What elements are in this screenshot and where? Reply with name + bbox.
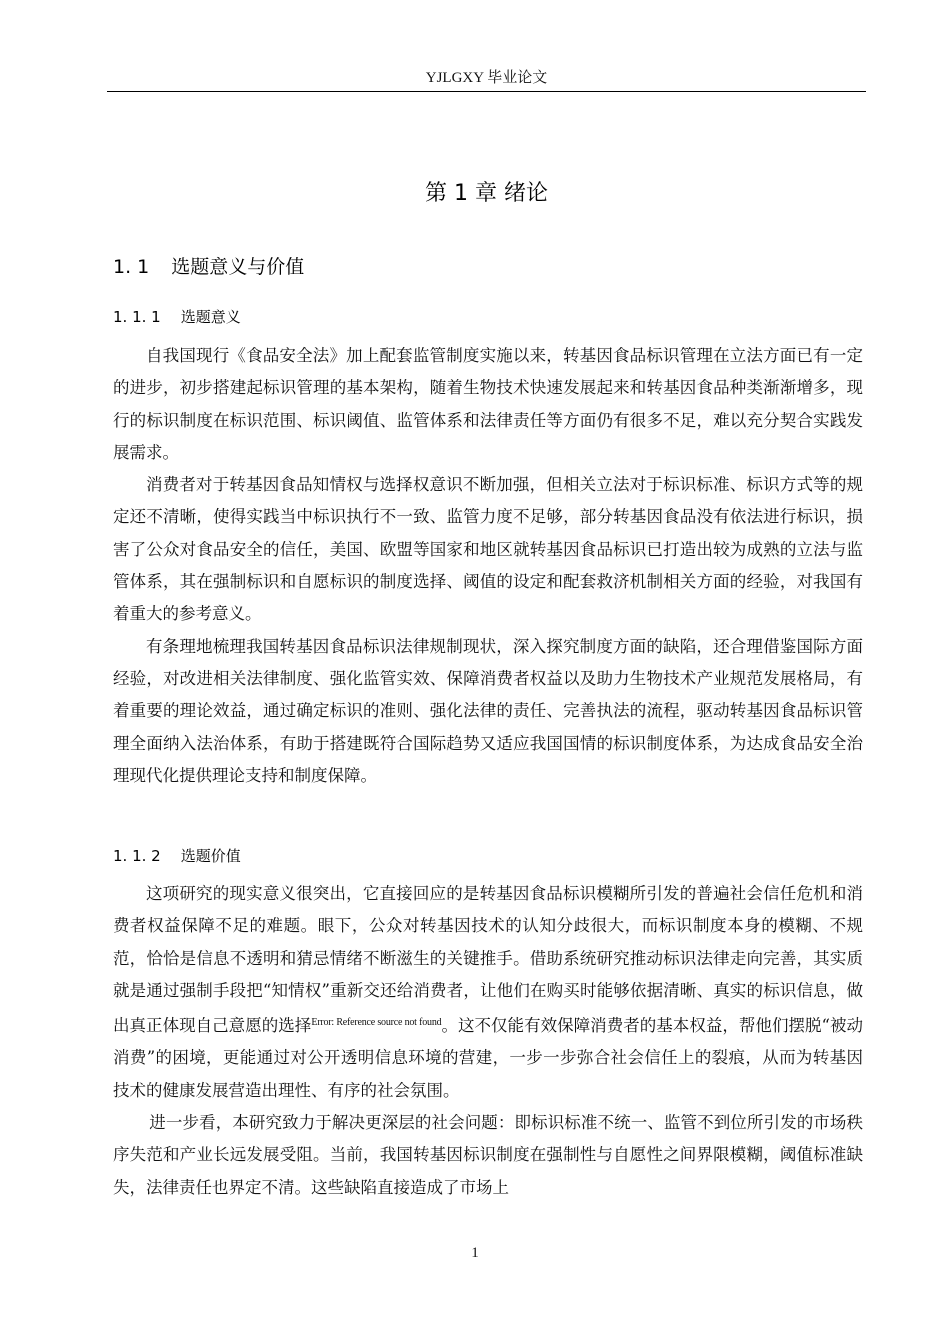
- paragraph: 有条理地梳理我国转基因食品标识法律规制现状，深入探究制度方面的缺陷，还合理借鉴国际方面经验，对改进相关法律制度、强化监管实效、保障消费者权益以及助力生物技术产业规范发展格局，有着重要的理论效益，通过确定标识的准则、强化法律的责任、完善执法的流程，驱动转基因食品标识管理全面纳入法治体系，有助于搭建既符合国际趋势又适应我国国情的标识制度体系，为达成食品安全治理现代化提供理论支持和制度保障。: [113, 636, 863, 785]
- section-number: 1. 1: [113, 256, 150, 278]
- chapter-title: 第 1 章 绪论: [425, 181, 548, 206]
- paragraph: 进一步看，本研究致力于解决更深层的社会问题：即标识标准不统一、监管不到位所引发的市场秩序失范和产业长远发展受阻。当前，我国转基因标识制度在强制性与自愿性之间界限模糊，阈值标准缺失，法律责任也界定不清。这些缺陷直接造成了市场上: [113, 1113, 863, 1197]
- header-rule: [107, 91, 866, 92]
- paragraph: 消费者对于转基因食品知情权与选择权意识不断加强，但相关立法对于标识标准、标识方式等的规定还不清晰，使得实践当中标识执行不一致、监管力度不足够，部分转基因食品没有依法进行标识，损害了公众对食品安全的信任，美国、欧盟等国家和地区就转基因食品标识已打造出较为成熟的立法与监管体系，其在强制标识和自愿标识的制度选择、阈值的设定和配套救济机制相关方面的经验，对我国有着重大的参考意义。: [113, 475, 863, 624]
- paragraph-text: 。这不仅能有效保障消费者的基本权益，帮他们摆脱“被动消费”的困境，更能通过对公开透明信息环境的营建，一步一步弥合社会信任上的裂痕，从而为转基因技术的健康发展营造出理性、有序的社会氛围。: [113, 1016, 864, 1100]
- subsection-heading-1-1-2: [113, 845, 241, 866]
- subsection-title: 选题意义: [180, 308, 241, 326]
- reference-error-note: Error: Reference source not found: [311, 1017, 442, 1029]
- paragraph: 自我国现行《食品安全法》加上配套监管制度实施以来，转基因食品标识管理在立法方面已有一定的进步，初步搭建起标识管理的基本架构，随着生物技术快速发展起来和转基因食品种类渐渐增多，现行的标识制度在标识范围、标识阈值、监管体系和法律责任等方面仍有很多不足，难以充分契合实践发展需求。: [113, 346, 863, 462]
- section-title: 选题意义与价值: [171, 256, 305, 278]
- subsection-1-1-2-body: [113, 878, 863, 1204]
- subsection-1-1-1-body: [113, 340, 863, 792]
- section-heading-1-1: [113, 252, 304, 279]
- subsection-title: 选题价值: [180, 847, 241, 865]
- subsection-number: 1. 1. 2: [113, 847, 161, 865]
- running-header: YJLGXY 毕业论文: [425, 70, 548, 86]
- subsection-heading-1-1-1: [113, 306, 241, 327]
- paragraph: [113, 878, 863, 1107]
- subsection-number: 1. 1. 1: [113, 308, 161, 326]
- paragraph-text: 这项研究的现实意义很突出，它直接回应的是转基因食品标识模糊所引发的普遍社会信任危机和消费者权益保障不足的难题。眼下，公众对转基因技术的认知分歧很大，而标识制度本身的模糊、不规范，恰恰是信息不透明和猜忌情绪不断滋生的关键推手。借助系统研究推动标识法律走向完善，其实质就是通过强制手段把“知情权”重新交还给消费者，让他们在购买时能够依据清晰、真实的标识信息，做出真正体现自己意愿的选择: [113, 884, 863, 1036]
- page-number: 1: [471, 1245, 479, 1261]
